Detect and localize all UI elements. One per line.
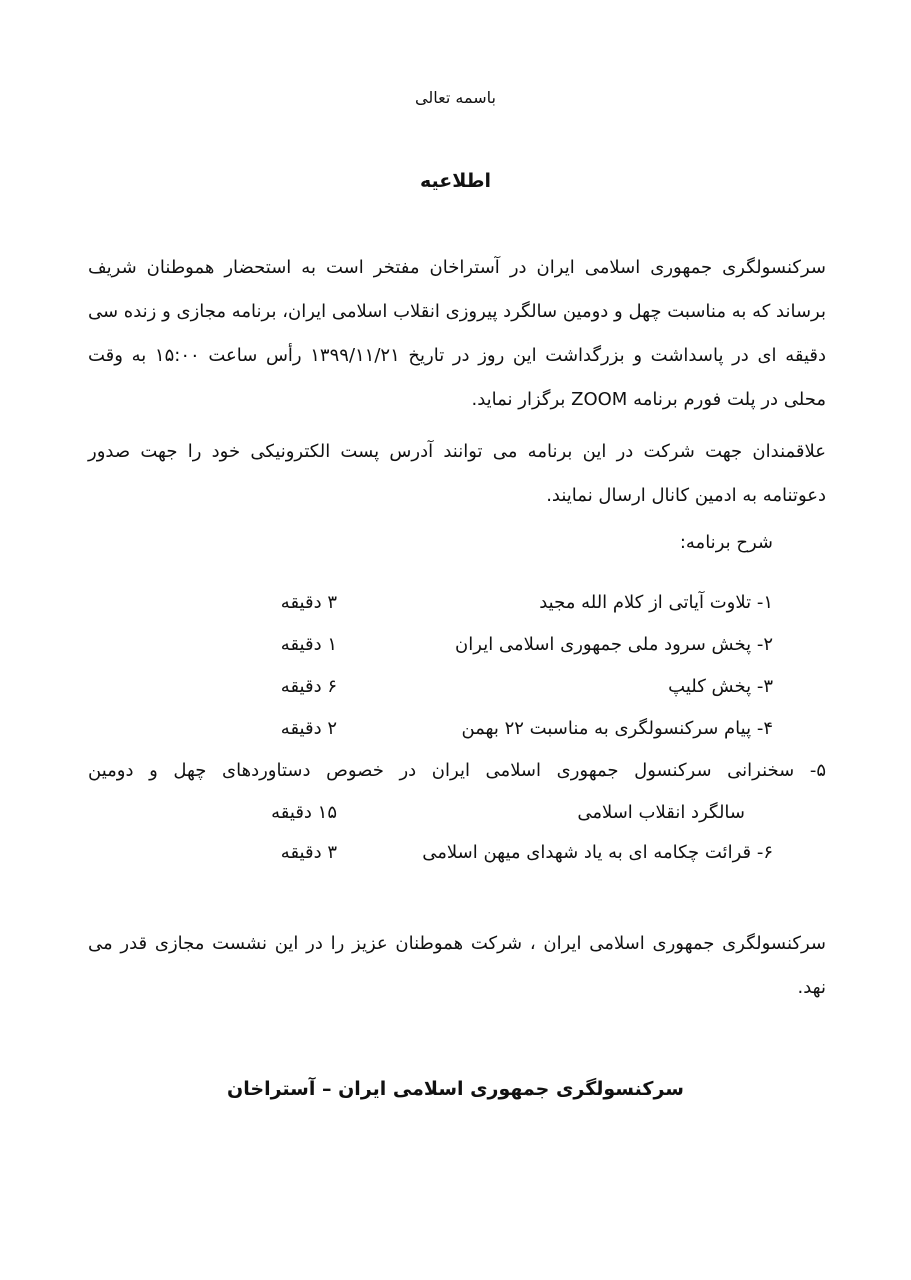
signature: سرکنسولگری جمهوری اسلامی ایران – آستراخان	[227, 1078, 684, 1100]
program-item-duration: ۱۵ دقیقه	[271, 802, 337, 823]
program-item-duration: ۲ دقیقه	[280, 718, 337, 739]
program-item-duration: ۳ دقیقه	[280, 592, 337, 613]
closing-paragraph: سرکنسولگری جمهوری اسلامی ایران ، شرکت هموطنان عزیز را در این نشست مجازی قدر می نهد.	[88, 933, 826, 998]
program-item	[0, 634, 911, 674]
program-item	[0, 842, 911, 882]
announcement-paragraph-1: سرکنسولگری جمهوری اسلامی ایران در آستراخان مفتخر است به استحضار هموطنان شریف برساند که به مناسبت چهل و دومین سالگرد پیروزی انقلاب اسلامی ایران، برنامه مجازی و زنده سی دقیقه ای در پاسداشت و بزرگداشت این روز در تاریخ ۱۳۹۹/۱۱/۲۱ رأس ساعت ۱۵:۰۰ به وقت محلی در پلت فورم برنامه ZOOM برگزار نماید.	[87, 257, 826, 410]
program-item-duration: ۱ دقیقه	[280, 634, 337, 655]
announcement-title: اطلاعیه	[419, 170, 492, 192]
announcement-paragraph-2: علاقمندان جهت شرکت در این برنامه می توانند آدرس پست الکترونیکی خود را جهت صدور دعوتنامه به ادمین کانال ارسال نمایند.	[88, 441, 826, 506]
program-label: شرح برنامه:	[679, 532, 773, 553]
program-item-text: ۲- پخش سرود ملی جمهوری اسلامی ایران	[455, 634, 773, 655]
program-item-text: ۶- قرائت چکامه ای به یاد شهدای میهن اسلامی	[422, 842, 773, 863]
program-item-text: ۴- پیام سرکنسولگری به مناسبت ۲۲ بهمن	[461, 718, 773, 739]
program-item	[0, 592, 911, 632]
program-item-text: ۱- تلاوت آیاتی از کلام الله مجید	[539, 592, 773, 613]
program-item-duration: ۳ دقیقه	[280, 842, 337, 863]
program-item-duration: ۶ دقیقه	[280, 676, 337, 697]
program-item	[0, 802, 911, 842]
program-item	[0, 676, 911, 716]
invocation-header: باسمه تعالی	[415, 88, 496, 107]
program-item-text: ۵- سخنرانی سرکنسول جمهوری اسلامی ایران در خصوص دستاوردهای چهل و دومین	[88, 760, 826, 781]
program-item	[0, 718, 911, 758]
program-item-continuation: سالگرد انقلاب اسلامی	[577, 802, 745, 823]
program-item-text: ۳- پخش کلیپ	[668, 676, 773, 697]
